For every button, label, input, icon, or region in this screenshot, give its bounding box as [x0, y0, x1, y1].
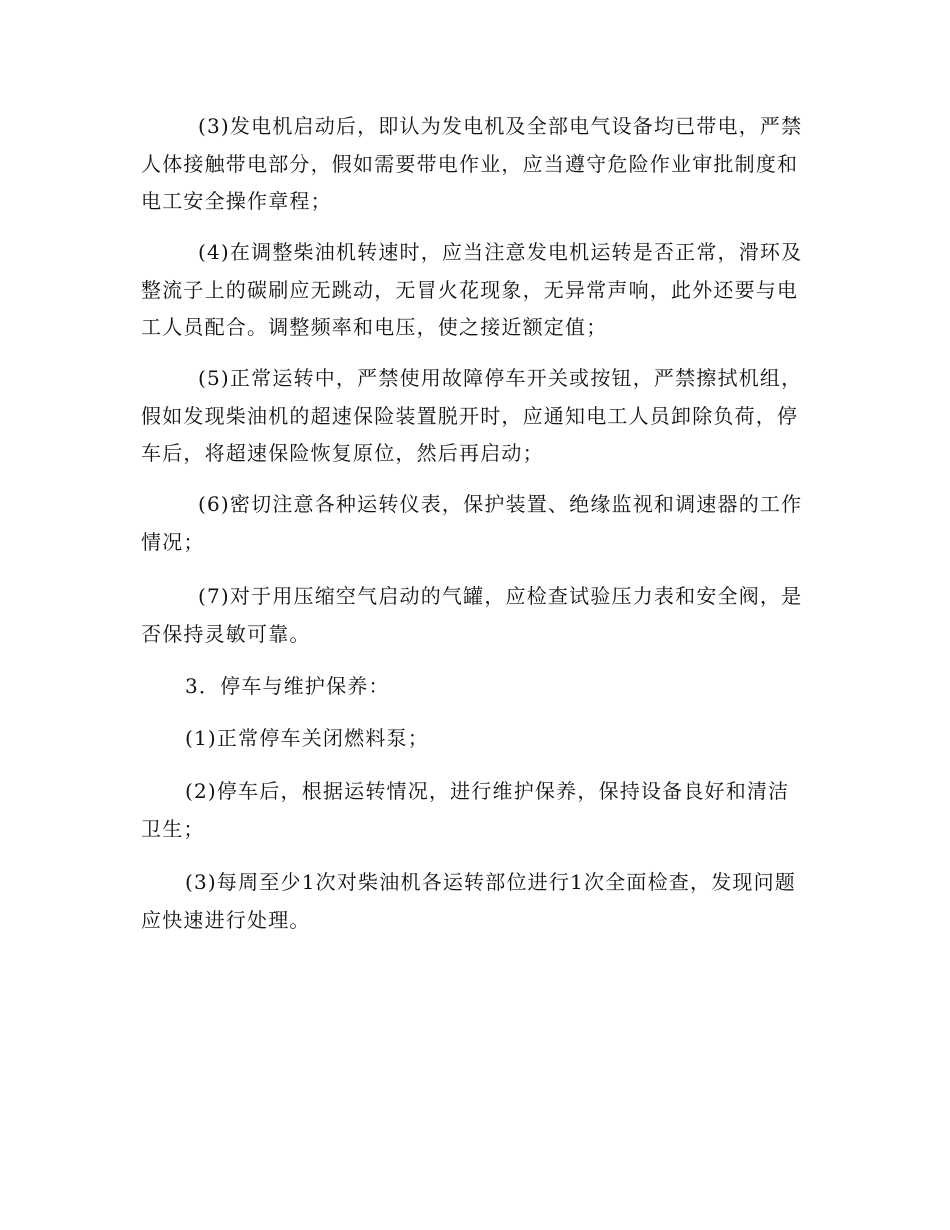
paragraph-3-weekly-check: (3)每周至少1次对柴油机各运转部位进行1次全面检查，发现问题应快速进行处理。 — [141, 870, 796, 932]
paragraph-2-maintenance: (2)停车后，根据运转情况，进行维护保养，保持设备良好和清洁卫生； — [141, 779, 790, 841]
paragraph-1-stop: (1)正常停车关闭燃料泵； — [185, 726, 429, 750]
section-heading-stop-maintenance: 3．停车与维护保养： — [185, 674, 390, 698]
paragraph-7-air-tank: (7)对于用压缩空气启动的气罐，应检查试验压力表和安全阀，是否保持灵敏可靠。 — [141, 584, 803, 646]
paragraph-4-speed-adjust: (4)在调整柴油机转速时，应当注意发电机运转是否正常，滑环及整流子上的碳刷应无跳动，无冒火花现象，无异常声响，此外还要与电工人员配合。调整频率和电压，使之接近额定值； — [141, 240, 803, 340]
paragraph-6-monitor-instruments: (6)密切注意各种运转仪表，保护装置、绝缘监视和调速器的工作情况； — [141, 492, 803, 554]
paragraph-5-normal-operation: (5)正常运转中，严禁使用故障停车开关或按钮，严禁擦拭机组，假如发现柴油机的超速保险装置脱开时，应通知电工人员卸除负荷，停车后，将超速保险恢复原位，然后再启动； — [141, 366, 803, 466]
paragraph-3-startup: (3)发电机启动后，即认为发电机及全部电气设备均已带电，严禁人体接触带电部分，假如需要带电作业，应当遵守危险作业审批制度和电工安全操作章程； — [141, 114, 803, 214]
